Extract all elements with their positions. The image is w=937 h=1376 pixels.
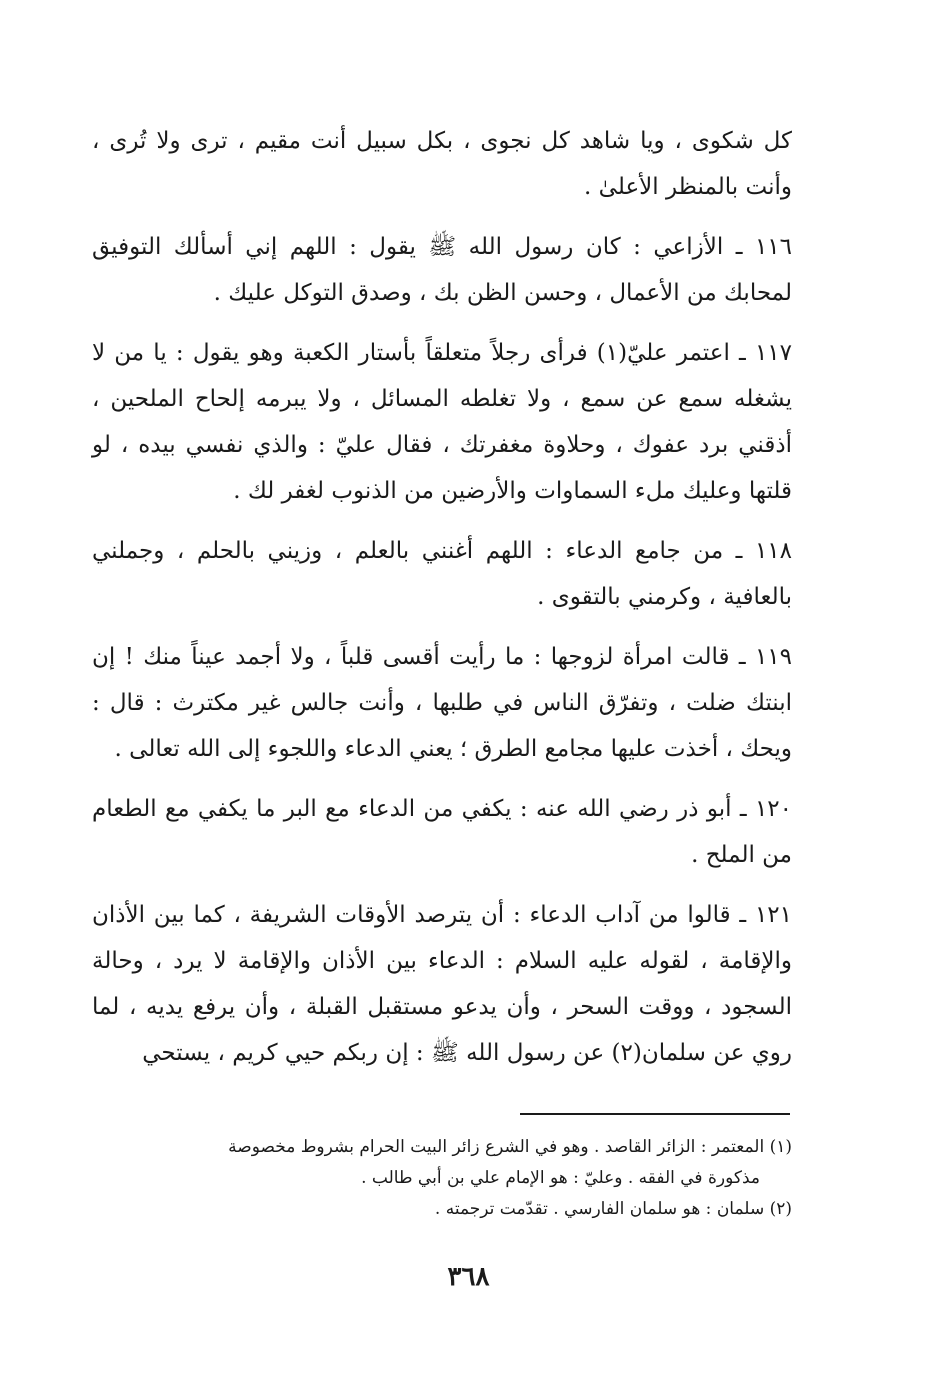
paragraph-121: ١٢١ ـ قالوا من آداب الدعاء : أن يترصد الأوقات الشريفة ، كما بين الأذان والإقامة ، لقوله عليه السلام : الدعاء بين الأذان والإقامة لا يرد ، وحالة السجود ، ووقت السحر ، وأن يدعو مستقبل القبلة ، وأن يرفع يديه ، لما روي عن سلمان(٢) عن رسول الله ﷺ : إن ربكم حيي كريم ، يستحي xyxy=(92,902,793,1066)
paragraph-117: ١١٧ ـ اعتمر عليّ(١) فرأى رجلاً متعلقاً بأستار الكعبة وهو يقول : يا من لا يشغله سمع عن سمع ، ولا تغلطه المسائل ، ولا يبرمه إلحاح الملحين ، أذقني برد عفوك ، وحلاوة مغفرتك ، فقال عليّ : والذي نفسي بيده ، لو قلتها وعليك ملء السماوات والأرضين من الذنوب لغفر لك . xyxy=(92,340,792,504)
footnote-2: (٢) سلمان : هو سلمان الفارسي . تقدّمت ترجمته . xyxy=(434,1199,792,1219)
page-number: ٣٦٨ xyxy=(447,1262,490,1292)
footnote-1-continuation: مذكورة في الفقه . وعليّ : هو الإمام علي بن أبي طالب . xyxy=(361,1168,760,1188)
footnote-divider xyxy=(520,1113,790,1115)
main-text xyxy=(92,118,792,1090)
paragraph-continuation: كل شكوى ، ويا شاهد كل نجوى ، بكل سبيل أنت مقيم ، ترى ولا تُرى ، وأنت بالمنظر الأعلىٰ . xyxy=(92,128,792,200)
footnotes xyxy=(92,1132,792,1225)
paragraph-119: ١١٩ ـ قالت امرأة لزوجها : ما رأيت أقسى قلباً ، ولا أجمد عيناً منك ! إن ابنتك ضلت ، وتفرّق الناس في طلبها ، وأنت جالس غير مكترث : قال : ويحك ، أخذت عليها مجامع الطرق ؛ يعني الدعاء واللجوء إلى الله تعالى . xyxy=(92,644,792,762)
paragraph-116: ١١٦ ـ الأزاعي : كان رسول الله ﷺ يقول : اللهم إني أسألك التوفيق لمحابك من الأعمال ، وحسن الظن بك ، وصدق التوكل عليك . xyxy=(92,234,792,306)
paragraph-118: ١١٨ ـ من جامع الدعاء : اللهم أغنني بالعلم ، وزيني بالحلم ، وجملني بالعافية ، وكرمني بالتقوى . xyxy=(92,538,792,610)
footnote-1: (١) المعتمر : الزائر القاصد . وهو في الشرع زائر البيت الحرام بشروط مخصوصة xyxy=(228,1137,792,1157)
paragraph-120: ١٢٠ ـ أبو ذر رضي الله عنه : يكفي من الدعاء مع البر ما يكفي مع الطعام من الملح . xyxy=(92,796,792,868)
